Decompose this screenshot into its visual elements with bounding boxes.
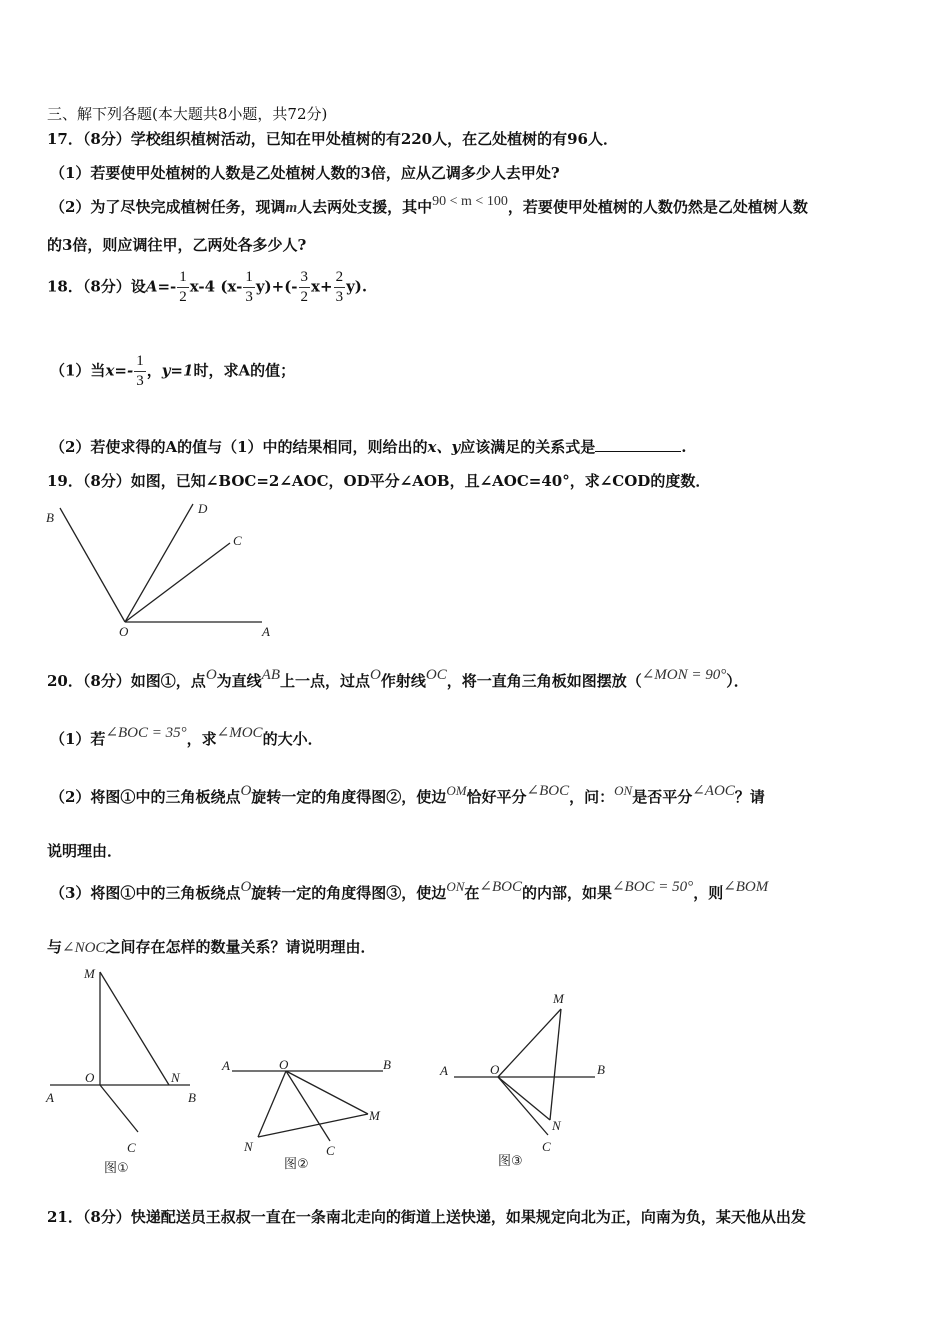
q20-p3-ON: ON bbox=[446, 879, 465, 894]
q20-part2 bbox=[50, 783, 765, 807]
q18-part1 bbox=[50, 352, 295, 391]
q20-MOC: ∠MOC bbox=[216, 725, 263, 741]
label-N: N bbox=[171, 1070, 180, 1085]
q20-OM: OM bbox=[446, 783, 467, 798]
frac-den: 3 bbox=[245, 289, 253, 305]
label-D: D bbox=[198, 501, 208, 516]
q20-AOC: ∠AOC bbox=[692, 783, 735, 799]
q18-frac-1 bbox=[177, 268, 189, 307]
q20-figure-2 bbox=[218, 1050, 408, 1175]
q18-p1-text-b: ， bbox=[146, 361, 162, 380]
q18-term-2: y)+(- bbox=[255, 277, 298, 296]
q19-text: 19．（8分）如图，已知∠BOC=2∠AOC，OD平分∠AOB，且∠AOC=40°，求∠COD的度数． bbox=[47, 472, 711, 490]
frac-num: 2 bbox=[334, 268, 346, 288]
side-NM bbox=[258, 1114, 368, 1137]
q18-p1-x: x=- bbox=[105, 361, 134, 380]
label-O: O bbox=[490, 1062, 500, 1077]
q21-text: 21．（8分）快递配送员王叔叔一直在一条南北走向的街道上送快递，如果规定向北为正，向南为负，某天他从出发 bbox=[47, 1208, 806, 1226]
label-C: C bbox=[542, 1139, 551, 1154]
q20-AB: AB bbox=[261, 667, 280, 683]
q20-O-2: O bbox=[370, 667, 381, 683]
frac-num: 1 bbox=[177, 268, 189, 288]
q18-p1-frac bbox=[134, 352, 146, 391]
side-ON bbox=[498, 1077, 550, 1120]
ray-OC bbox=[286, 1071, 330, 1141]
frac-den: 3 bbox=[335, 289, 344, 305]
q20-p3-f: 与 bbox=[47, 938, 63, 956]
label-M: M bbox=[369, 1108, 380, 1123]
q17-p2-text-c: ，若要使甲处植树的人数仍然是乙处植树人数 bbox=[507, 198, 808, 216]
label-C: C bbox=[127, 1140, 136, 1155]
q20-p3-b: 旋转一定的角度得图③，使边 bbox=[251, 884, 447, 902]
q20-p3-g: 之间存在怎样的数量关系？请说明理由． bbox=[105, 938, 376, 956]
q17-part1: （1）若要使甲处植树的人数是乙处植树人数的3倍，应从乙调多少人去甲处? bbox=[50, 164, 560, 182]
side-OM bbox=[286, 1071, 368, 1114]
side-MN bbox=[550, 1009, 561, 1120]
label-B: B bbox=[188, 1090, 196, 1105]
q20-text-a: 20．（8分）如图①，点 bbox=[47, 672, 206, 690]
q20-figure-1 bbox=[40, 962, 220, 1177]
q17-head: 17．（8分）学校组织植树活动，已知在甲处植树的有220人，在乙处植树的有96人． bbox=[47, 130, 618, 148]
q17-range: 90 < m < 100 bbox=[432, 194, 508, 209]
label-C: C bbox=[326, 1143, 335, 1158]
q20-BOC: ∠BOC bbox=[526, 783, 570, 799]
q18-p1-text-c: 时，求A的值； bbox=[193, 361, 296, 380]
label-O: O bbox=[279, 1057, 289, 1072]
section-header: 三、解下列各题(本大题共8小题，共72分) bbox=[47, 105, 328, 123]
label-A: A bbox=[262, 624, 270, 639]
q20-p2-d: ，问： bbox=[569, 788, 615, 806]
q18-part2 bbox=[50, 436, 686, 457]
q20-p2-c: 恰好平分 bbox=[466, 788, 527, 806]
q20-p3-c: 在 bbox=[464, 884, 480, 902]
label-A: A bbox=[222, 1058, 230, 1073]
label-C: C bbox=[233, 533, 242, 548]
q17-p2-text-a: （2）为了尽快完成植树任务，现调 bbox=[50, 198, 286, 216]
frac-num: 1 bbox=[134, 352, 146, 372]
q20-figure-3 bbox=[432, 988, 622, 1173]
q20-MON: ∠MON = 90° bbox=[641, 667, 727, 683]
label-A: A bbox=[440, 1063, 448, 1078]
q18-term-3: x+ bbox=[311, 277, 333, 296]
q20-p3-a: （3）将图①中的三角板绕点 bbox=[50, 884, 241, 902]
q18-frac-3 bbox=[299, 268, 311, 307]
q20-p1-a: （1）若 bbox=[50, 730, 106, 748]
q18-eq1: =- bbox=[157, 277, 177, 296]
q20-text-e: ，将一直角三角板如图摆放（ bbox=[446, 672, 642, 690]
q18-head-text: 18．（8分）设 bbox=[47, 277, 146, 296]
q20-text-d: 作射线 bbox=[380, 672, 426, 690]
q18-p2-xy: x、y bbox=[427, 438, 461, 456]
label-B: B bbox=[383, 1057, 391, 1072]
q18-p2-text-b: 应该满足的关系式是 bbox=[460, 438, 596, 456]
q18-term-4: y). bbox=[346, 277, 368, 296]
q18-frac-4 bbox=[334, 268, 346, 307]
q20-p2-a: （2）将图①中的三角板绕点 bbox=[50, 788, 241, 806]
frac-num: 3 bbox=[299, 268, 311, 288]
q20-p2-f: ？请 bbox=[734, 788, 765, 806]
q20-NOC: ∠NOC bbox=[62, 940, 106, 956]
q17-part2-cont: 的3倍，则应调往甲，乙两处各多少人? bbox=[47, 236, 307, 254]
label-A: A bbox=[46, 1090, 54, 1105]
q20-BOM: ∠BOM bbox=[723, 879, 769, 895]
q17-p2-text-b: 人去两处支援，其中 bbox=[297, 198, 433, 216]
q20-p3-d: 的内部，如果 bbox=[521, 884, 612, 902]
label-B: B bbox=[597, 1062, 605, 1077]
q18-p2-text-a: （2）若使求得的A的值与（1）中的结果相同，则给出的 bbox=[50, 438, 428, 456]
label-O: O bbox=[119, 624, 129, 639]
label-O: O bbox=[85, 1070, 95, 1085]
ray-OB bbox=[60, 508, 125, 622]
frac-den: 3 bbox=[136, 373, 144, 389]
frac-den: 2 bbox=[300, 289, 309, 305]
side-ON bbox=[258, 1071, 286, 1137]
ray-OC bbox=[100, 1085, 138, 1132]
q20-part2-cont: 说明理由． bbox=[47, 842, 123, 860]
q18-p2-end: . bbox=[681, 438, 687, 456]
q20-p2-e: 是否平分 bbox=[632, 788, 693, 806]
fig1-caption: 图① bbox=[104, 1161, 129, 1176]
q18-term-1: x-4 (x- bbox=[189, 277, 243, 296]
q18-var-A: A bbox=[145, 277, 158, 296]
q18-frac-2 bbox=[243, 268, 255, 307]
q20-p3-O: O bbox=[240, 879, 252, 895]
q20-p3-e: ，则 bbox=[693, 884, 724, 902]
ray-OC bbox=[498, 1077, 548, 1135]
frac-den: 2 bbox=[179, 289, 187, 305]
fig2-caption: 图② bbox=[284, 1157, 309, 1172]
label-M: M bbox=[553, 991, 564, 1006]
q20-OC: OC bbox=[425, 667, 447, 683]
q20-part3-cont bbox=[47, 936, 375, 957]
q19-figure bbox=[40, 500, 280, 640]
label-B: B bbox=[46, 510, 54, 525]
q20-O: O bbox=[205, 667, 217, 683]
q20-p2-O: O bbox=[240, 783, 252, 799]
q18-p1-y: y=1 bbox=[161, 361, 194, 380]
side-OM bbox=[498, 1009, 561, 1077]
q17-part2 bbox=[50, 196, 808, 217]
q20-part3 bbox=[50, 879, 769, 903]
answer-blank[interactable] bbox=[595, 439, 681, 452]
fig3-caption: 图③ bbox=[498, 1154, 523, 1169]
q18-p1-text-a: （1）当 bbox=[50, 361, 106, 380]
q17-var-m: m bbox=[285, 200, 298, 216]
q20-text-f: ）． bbox=[726, 672, 749, 690]
q18-head bbox=[47, 268, 367, 307]
q20-ON: ON bbox=[614, 783, 633, 798]
q20-BOC35: ∠BOC = 35° bbox=[105, 725, 187, 741]
q20-text-c: 上一点，过点 bbox=[280, 672, 371, 690]
ray-OC bbox=[125, 543, 230, 622]
q20-p1-c: 的大小． bbox=[262, 730, 323, 748]
label-N: N bbox=[552, 1118, 561, 1133]
q20-text-b: 为直线 bbox=[216, 672, 262, 690]
q20-p1-b: ，求 bbox=[186, 730, 217, 748]
q20-head bbox=[47, 667, 749, 691]
q20-p2-b: 旋转一定的角度得图②，使边 bbox=[251, 788, 447, 806]
q20-p3-BOC: ∠BOC bbox=[479, 879, 522, 895]
q20-BOC50: ∠BOC = 50° bbox=[611, 879, 694, 895]
ray-OD bbox=[125, 504, 193, 622]
label-M: M bbox=[84, 966, 95, 981]
frac-num: 1 bbox=[243, 268, 255, 288]
label-N: N bbox=[244, 1139, 253, 1154]
side-MN bbox=[100, 972, 169, 1085]
q20-part1 bbox=[50, 725, 323, 749]
